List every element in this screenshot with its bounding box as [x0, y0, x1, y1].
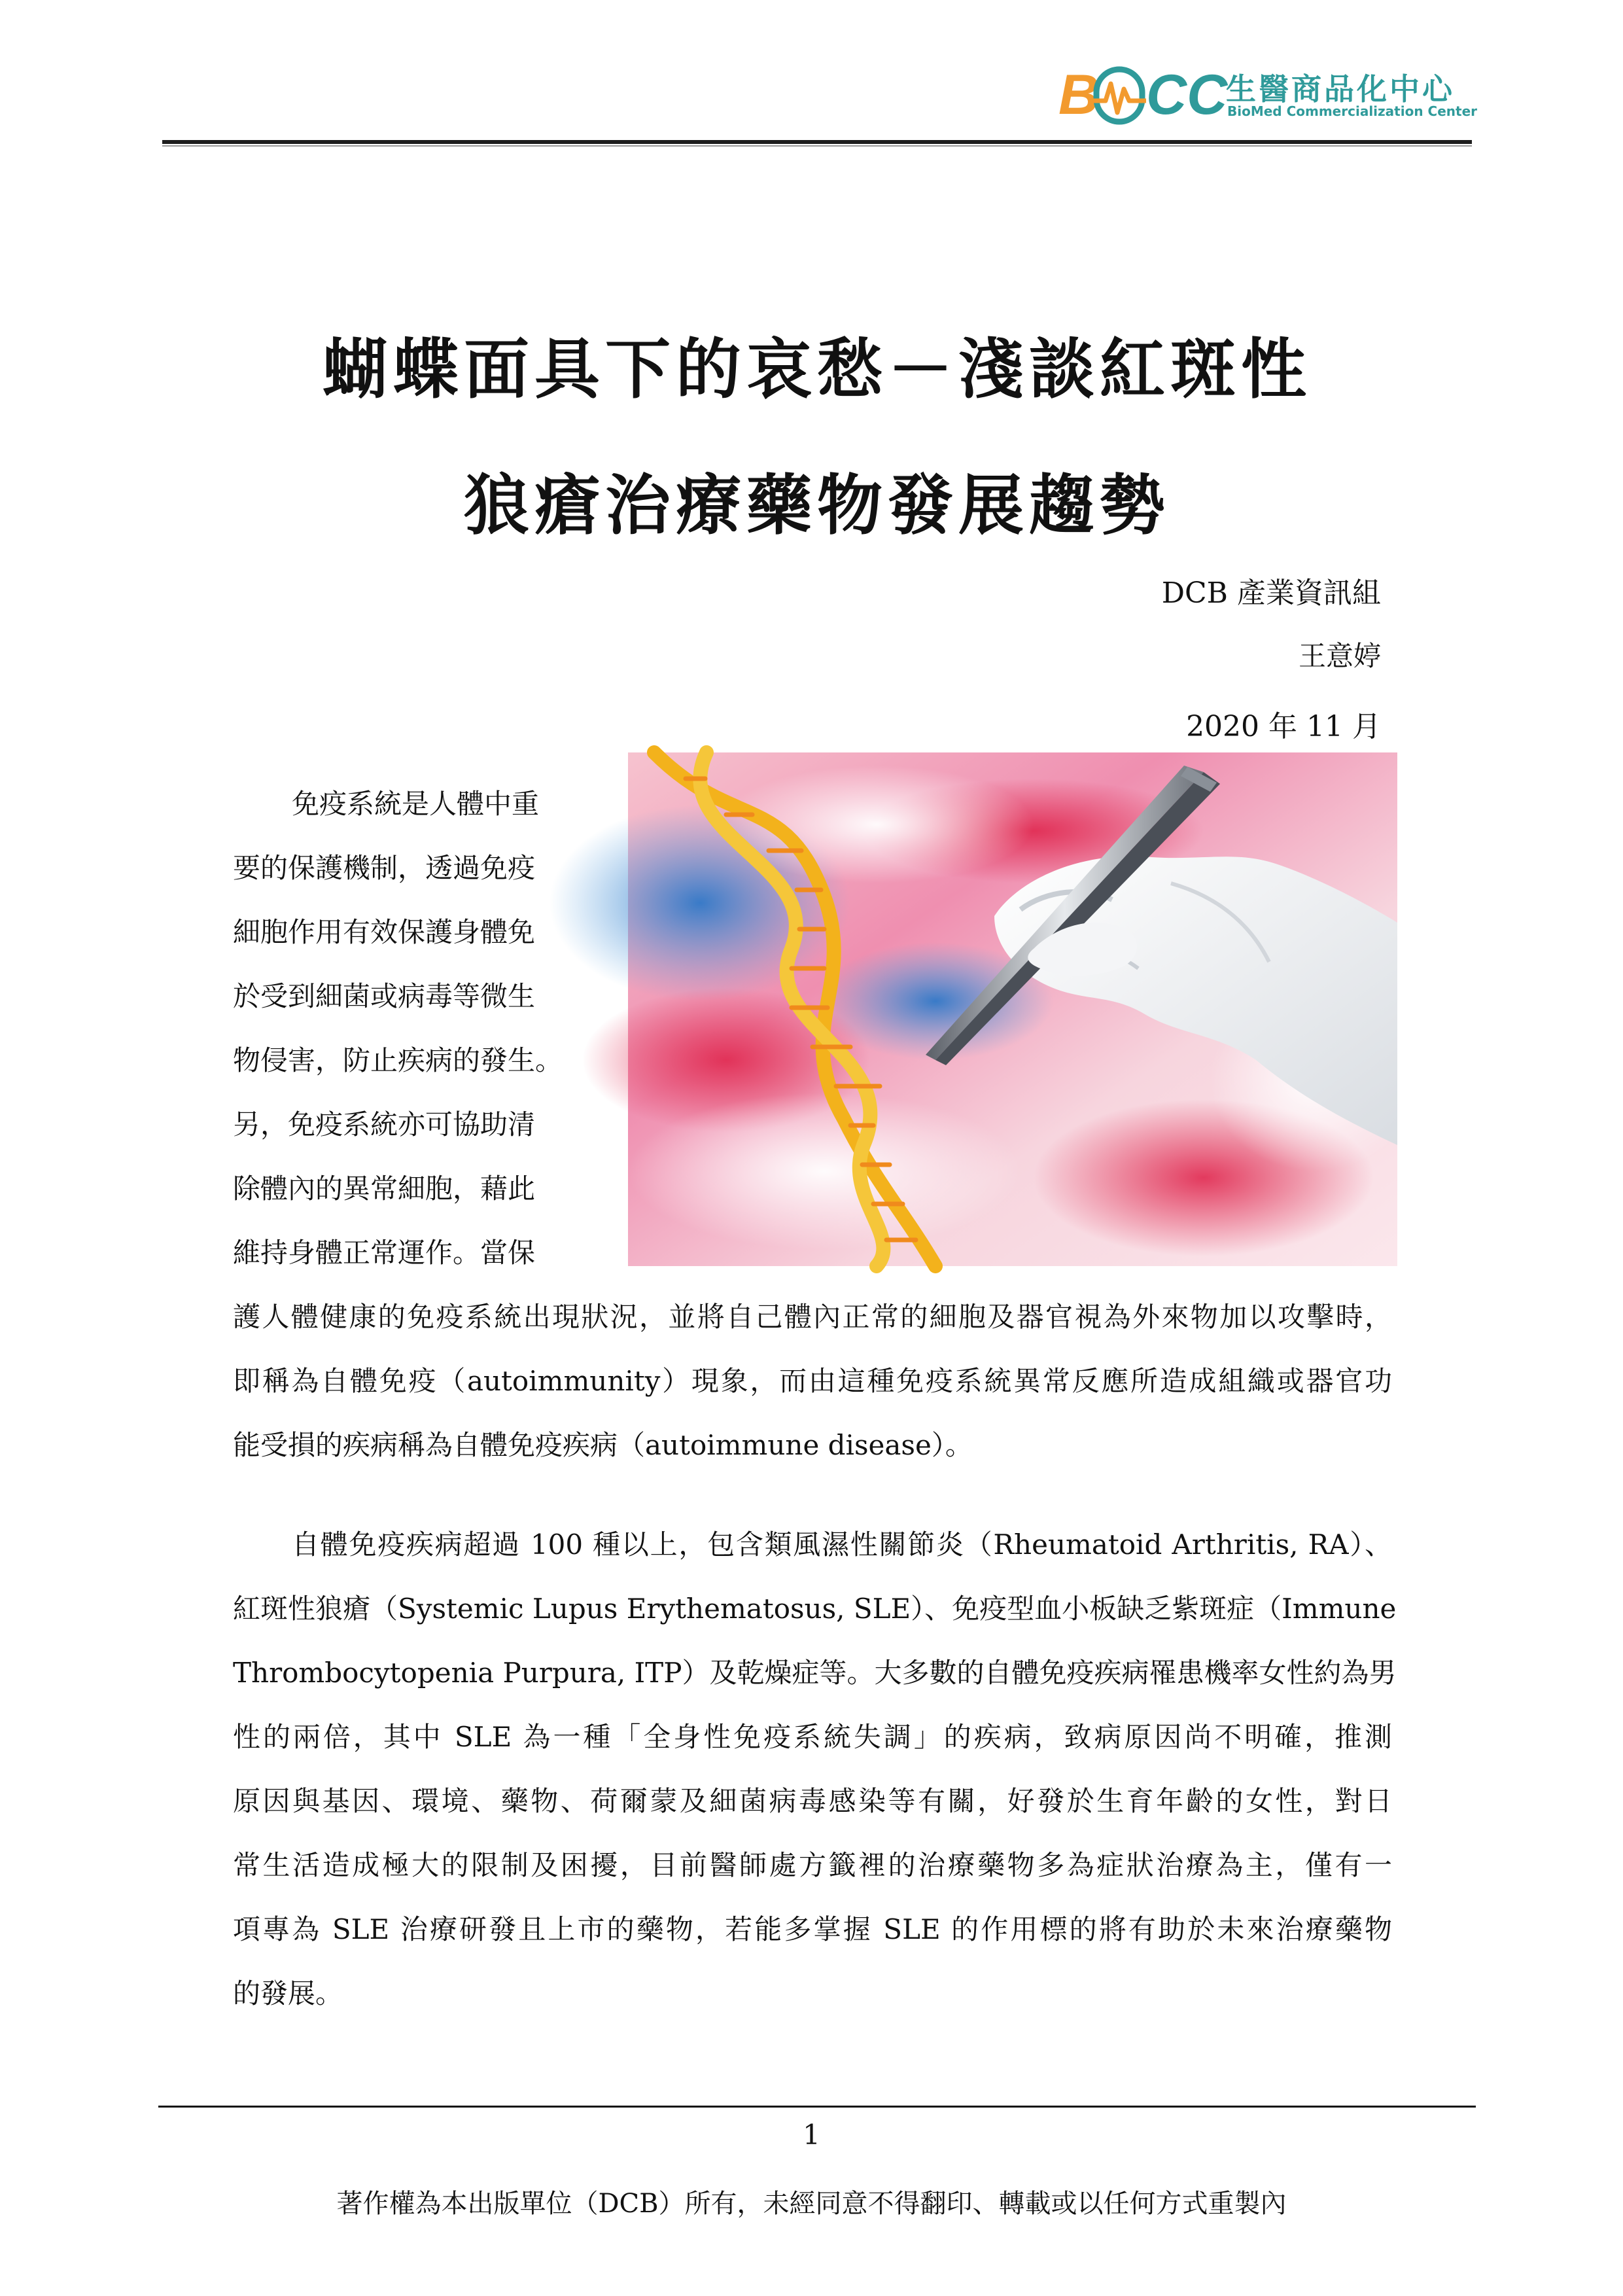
byline-date: 2020 年 11 月	[1186, 710, 1381, 743]
svg-text:CC: CC	[1146, 63, 1228, 126]
paragraph-2-line: 的發展。	[233, 1977, 343, 2009]
paragraph-1-line: 免疫系統是人體中重	[292, 788, 540, 820]
byline-organization: DCB 產業資訊組	[1161, 576, 1381, 610]
paragraph-1-line: 維持身體正常運作。當保	[233, 1237, 536, 1269]
paragraph-1-line: 細胞作用有效保護身體免	[233, 916, 536, 948]
paragraph-1-line: 另，免疫系統亦可協助清	[233, 1108, 536, 1140]
paragraph-2-line: 原因與基因、環境、藥物、荷爾蒙及細菌病毒感染等有關，好發於生育年齡的女性，對日	[233, 1785, 1392, 1817]
page-number: 1	[803, 2119, 820, 2151]
paragraph-2-line: 性的兩倍，其中 SLE 為一種「全身性免疫系統失調」的疾病，致病原因尚不明確，推測	[233, 1721, 1392, 1753]
paragraph-1-line: 能受損的疾病稱為自體免疫疾病（autoimmune disease）。	[233, 1429, 973, 1461]
paragraph-1-line: 於受到細菌或病毒等微生	[233, 980, 536, 1012]
document-title-line-2: 狼瘡治療藥物發展趨勢	[464, 467, 1170, 544]
paragraph-1-line: 物侵害，防止疾病的發生。	[233, 1044, 563, 1076]
paragraph-2-line: Thrombocytopenia Purpura, ITP）及乾燥症等。大多數的自體免疫疾病罹患機率女性約為男	[233, 1657, 1397, 1689]
header-divider-thin	[162, 145, 1472, 147]
logo-english-name: BioMed Commercialization Center	[1227, 103, 1477, 119]
paragraph-2-line: 常生活造成極大的限制及困擾，目前醫師處方籤裡的治療藥物多為症狀治療為主，僅有一	[233, 1849, 1392, 1881]
copyright-notice: 著作權為本出版單位（DCB）所有，未經同意不得翻印、轉載或以任何方式重製內	[336, 2189, 1287, 2219]
paragraph-2-line: 項專為 SLE 治療研發且上市的藥物，若能多掌握 SLE 的作用標的將有助於未來治療藥物	[233, 1913, 1392, 1945]
byline-author: 王意婷	[1298, 640, 1381, 672]
dna-tweezers-glove-image	[628, 752, 1397, 1266]
bmcc-logo-icon	[1058, 60, 1228, 132]
bmcc-logo	[1058, 60, 1477, 132]
paragraph-2-line: 自體免疫疾病超過 100 種以上，包含類風濕性關節炎（Rheumatoid Arthritis, RA）、	[292, 1528, 1392, 1561]
logo-chinese-name: 生醫商品化中心	[1226, 71, 1455, 107]
paragraph-1-line: 護人體健康的免疫系統出現狀況，並將自己體內正常的細胞及器官視為外來物加以攻擊時，	[233, 1301, 1392, 1333]
svg-text:B: B	[1058, 63, 1100, 126]
paragraph-1-line: 要的保護機制，透過免疫	[233, 852, 536, 884]
document-title-line-1: 蝴蝶面具下的哀愁－淺談紅斑性	[323, 331, 1312, 408]
paragraph-2-line: 紅斑性狼瘡（Systemic Lupus Erythematosus, SLE）、免疫型血小板缺乏紫斑症（Immune	[233, 1593, 1397, 1625]
header-divider	[162, 140, 1472, 144]
footer-divider	[158, 2106, 1476, 2108]
paragraph-1-line: 除體內的異常細胞，藉此	[233, 1173, 536, 1205]
paragraph-1-line: 即稱為自體免疫（autoimmunity）現象，而由這種免疫系統異常反應所造成組織或器官功	[233, 1365, 1392, 1397]
